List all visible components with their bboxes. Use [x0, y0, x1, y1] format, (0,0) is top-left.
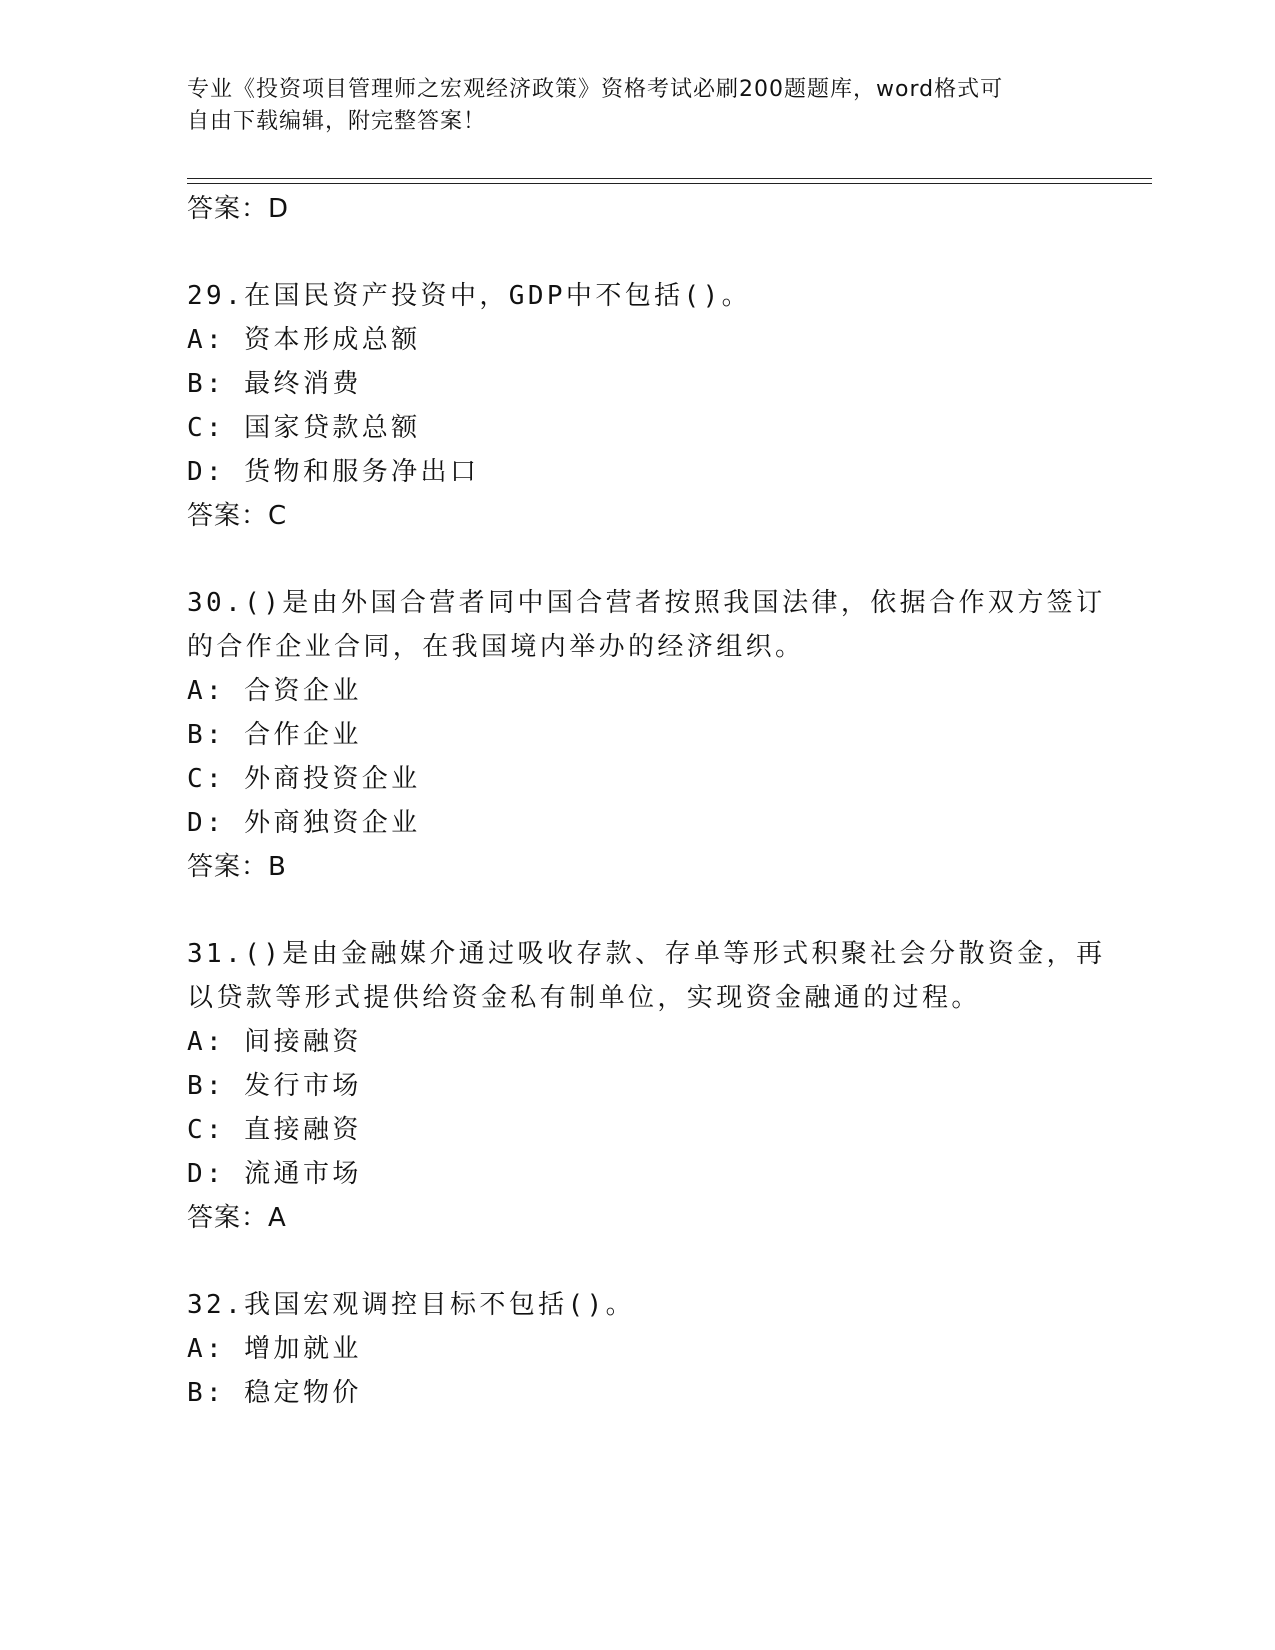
- question-29-answer: 答案：C: [187, 501, 288, 531]
- header-divider-top: [187, 178, 1152, 179]
- question-30-option-c: C: 外商投资企业: [187, 764, 421, 794]
- question-32-option-a: A: 增加就业: [187, 1334, 362, 1364]
- question-31-option-a: A: 间接融资: [187, 1027, 362, 1057]
- question-30-option-d: D: 外商独资企业: [187, 808, 421, 838]
- answer-previous: 答案：D: [187, 194, 290, 224]
- question-31-option-d: D: 流通市场: [187, 1159, 362, 1189]
- question-30-stem-line-2: 的合作企业合同，在我国境内举办的经济组织。: [187, 632, 805, 662]
- question-31-answer: 答案：A: [187, 1203, 287, 1233]
- question-30-option-a: A: 合资企业: [187, 676, 362, 706]
- question-31-stem-line-2: 以贷款等形式提供给资金私有制单位，实现资金融通的过程。: [187, 983, 981, 1013]
- document-header: [187, 74, 1067, 138]
- header-line-1: 专业《投资项目管理师之宏观经济政策》资格考试必刷200题题库，word格式可: [187, 77, 1004, 102]
- question-32-stem: 32.我国宏观调控目标不包括()。: [187, 1290, 636, 1320]
- question-29-option-a: A: 资本形成总额: [187, 325, 421, 355]
- question-29-stem: 29.在国民资产投资中，GDP中不包括()。: [187, 281, 752, 311]
- question-30-answer: 答案：B: [187, 852, 287, 882]
- question-29-option-b: B: 最终消费: [187, 369, 362, 399]
- question-30-stem-line-1: 30.()是由外国合营者同中国合营者按照我国法律，依据合作双方签订: [187, 588, 1106, 618]
- header-divider-bottom: [187, 183, 1152, 184]
- question-32-option-b: B: 稳定物价: [187, 1378, 362, 1408]
- question-31-option-b: B: 发行市场: [187, 1071, 362, 1101]
- question-29-option-d: D: 货物和服务净出口: [187, 457, 480, 487]
- question-31-stem-line-1: 31.()是由金融媒介通过吸收存款、存单等形式积聚社会分散资金，再: [187, 939, 1106, 969]
- question-30-option-b: B: 合作企业: [187, 720, 362, 750]
- question-29-option-c: C: 国家贷款总额: [187, 413, 421, 443]
- header-line-2: 自由下载编辑，附完整答案！: [187, 109, 487, 134]
- question-31-option-c: C: 直接融资: [187, 1115, 362, 1145]
